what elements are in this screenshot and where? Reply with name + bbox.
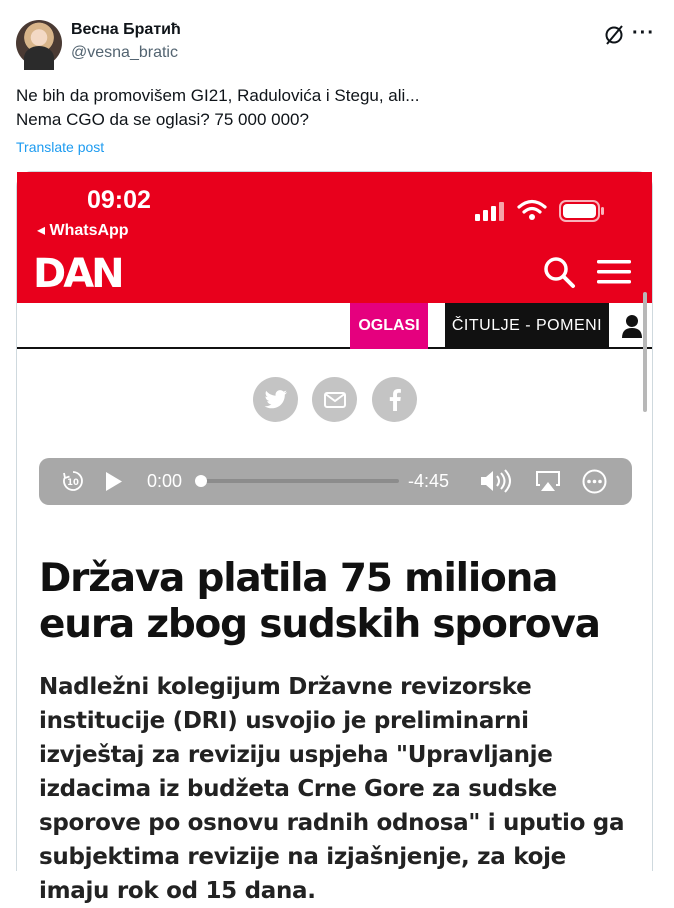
rewind-10-icon[interactable] <box>61 469 85 493</box>
author-handle[interactable]: @vesna_bratic <box>71 44 178 61</box>
more-options-icon[interactable] <box>582 469 607 494</box>
tweet-header <box>16 18 656 66</box>
progress-track[interactable] <box>199 479 399 483</box>
tweet-text <box>16 84 656 132</box>
tweet-text-line: Nema CGO da se oglasi? 75 000 000? <box>16 110 309 129</box>
status-time: 09:02 <box>87 186 151 214</box>
nav-citulje-pomeni[interactable]: ČITULJE - POMENI <box>445 303 609 349</box>
play-icon[interactable] <box>105 471 123 492</box>
avatar[interactable] <box>16 20 62 66</box>
site-logo-text: DAN <box>33 251 122 297</box>
wifi-icon <box>517 198 547 222</box>
volume-icon[interactable] <box>479 469 513 493</box>
search-icon[interactable] <box>543 256 575 288</box>
grok-icon[interactable] <box>603 24 625 46</box>
more-icon[interactable]: ··· <box>632 22 655 44</box>
mail-share-button[interactable] <box>312 377 357 422</box>
nav-oglasi[interactable]: OGLASI <box>350 303 428 349</box>
share-buttons <box>253 377 423 423</box>
battery-icon <box>559 200 605 222</box>
audio-player <box>39 458 632 505</box>
site-logo[interactable] <box>33 251 129 297</box>
back-to-app: ◂ WhatsApp <box>37 222 129 239</box>
article-headline: Država platila 75 miliona eura zbog sudskih sporova <box>39 556 600 647</box>
tweet-text-line: Ne bih da promovišem GI21, Radulovića i Stegu, ali... <box>16 86 420 105</box>
translate-post-link[interactable]: Translate post <box>16 139 105 155</box>
twitter-icon <box>264 390 288 410</box>
current-time: 0:00 <box>147 471 183 491</box>
signal-icon <box>475 201 507 221</box>
site-nav <box>17 303 652 349</box>
site-header <box>17 172 652 303</box>
twitter-share-button[interactable] <box>253 377 298 422</box>
user-icon[interactable] <box>621 314 643 338</box>
svg-text:10: 10 <box>67 478 79 488</box>
scrollbar[interactable] <box>643 292 647 412</box>
menu-icon[interactable] <box>597 258 631 286</box>
attached-screenshot[interactable] <box>16 171 653 904</box>
facebook-icon <box>389 389 401 411</box>
mail-icon <box>324 392 346 408</box>
airplay-icon[interactable] <box>535 470 561 492</box>
facebook-share-button[interactable] <box>372 377 417 422</box>
author-name[interactable]: Весна Братић <box>71 21 181 38</box>
article-lead: Nadležni kolegijum Državne revizorske institucije (DRI) usvojio je preliminarni izvještaj za reviziju uspjeha "Upravljanje izdacima iz budžeta Crne Gore za sudske sporove po osnovu radnih odnosa" i uputio ga subjektima revizije na izjašnjenje, za koje imaju rok od 15 dana. <box>39 674 625 904</box>
remaining-time: -4:45 <box>408 471 450 491</box>
progress-knob[interactable] <box>195 475 207 487</box>
